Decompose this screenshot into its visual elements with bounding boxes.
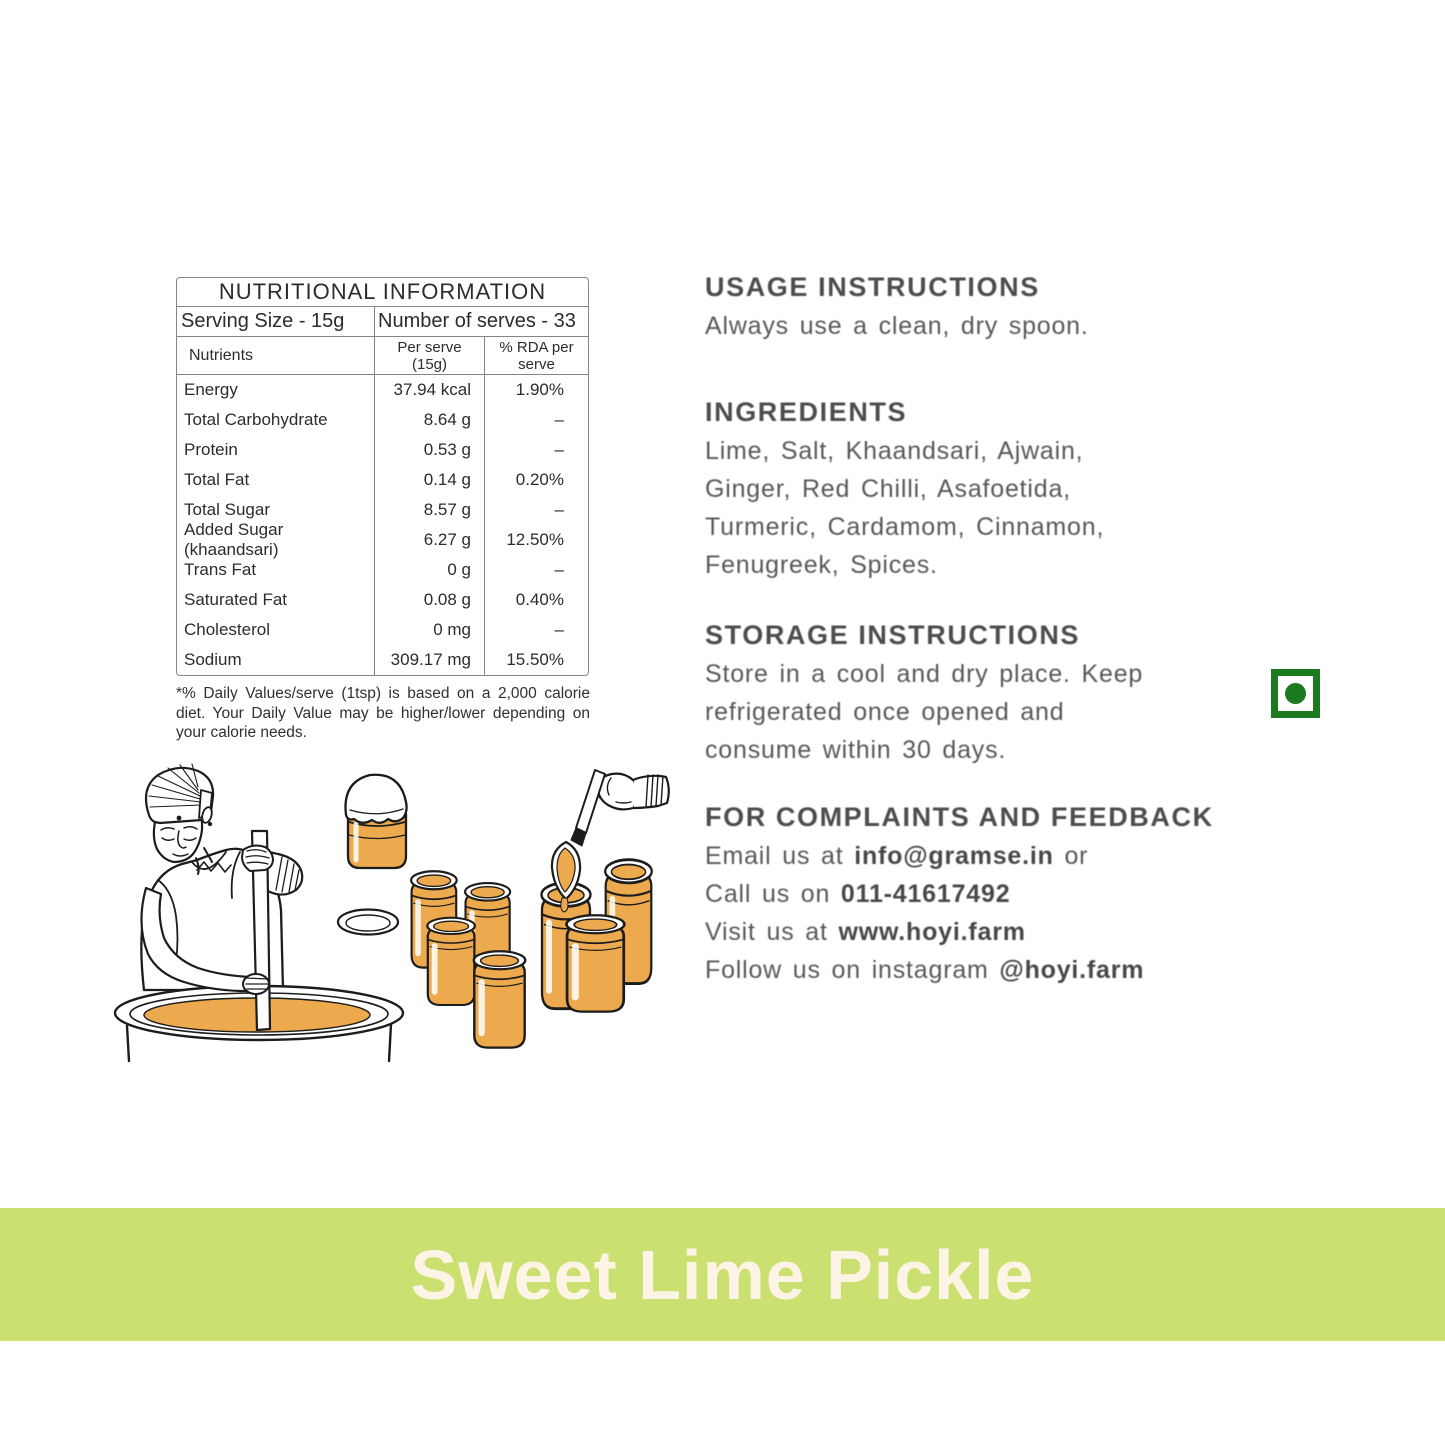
contact-phone-line: Call us on 011-41617492 — [705, 880, 1011, 908]
table-row: Total Fat 0.14 g 0.20% — [177, 465, 588, 495]
website-url: www.hoyi.farm — [838, 918, 1026, 946]
table-body — [177, 375, 588, 675]
instagram-handle: @hoyi.farm — [999, 956, 1145, 984]
table-row: Saturated Fat 0.08 g 0.40% — [177, 585, 588, 615]
storage-section — [705, 620, 1225, 769]
phone-number: 011-41617492 — [840, 880, 1011, 908]
table-header-row — [177, 337, 588, 375]
col-header-rda: % RDA per serve — [484, 337, 588, 374]
usage-section — [705, 272, 1225, 345]
info-column — [705, 272, 1225, 989]
ingredients-line: Ginger, Red Chilli, Asafoetida, — [705, 475, 1071, 503]
contact-section — [705, 802, 1225, 989]
table-row: Trans Fat 0 g – — [177, 555, 588, 585]
contact-instagram-line: Follow us on instagram @hoyi.farm — [705, 956, 1145, 984]
ingredients-section — [705, 397, 1225, 584]
table-row: Cholesterol 0 mg – — [177, 615, 588, 645]
ingredients-line: Turmeric, Cardamom, Cinnamon, — [705, 513, 1105, 541]
email-address: info@gramse.in — [854, 842, 1054, 870]
table-row: Total Carbohydrate 8.64 g – — [177, 405, 588, 435]
pickle-making-illustration — [100, 758, 680, 1090]
cloth-covered-jar — [346, 775, 407, 868]
jar-lid — [338, 910, 398, 935]
product-name: Sweet Lime Pickle — [410, 1235, 1035, 1314]
storage-heading: STORAGE INSTRUCTIONS — [705, 620, 1081, 650]
table-row: Added Sugar (khaandsari) 6.27 g 12.50% — [177, 525, 588, 555]
veg-dot — [1285, 683, 1306, 704]
vegetarian-mark-icon — [1271, 669, 1320, 718]
pickle-jars — [411, 860, 652, 1048]
product-name-banner — [0, 1208, 1445, 1341]
nutrition-table-title: NUTRITIONAL INFORMATION — [177, 278, 588, 307]
col-header-per-serve: Per serve (15g) — [374, 337, 484, 374]
daily-value-footnote: *% Daily Values/serve (1tsp) is based on a 2,000 calorie diet. Your Daily Value may be higher/lower depending on your calorie needs. — [176, 685, 590, 741]
storage-line: consume within 30 days. — [705, 736, 1007, 764]
table-row: Sodium 309.17 mg 15.50% — [177, 645, 588, 675]
storage-line: Store in a cool and dry place. Keep — [705, 660, 1144, 688]
ingredients-line: Fenugreek, Spices. — [705, 551, 938, 579]
serving-size: Serving Size - 15g — [181, 310, 345, 332]
serving-row — [177, 307, 588, 337]
nutrition-table — [176, 277, 589, 676]
storage-line: refrigerated once opened and — [705, 698, 1065, 726]
contact-website-line: Visit us at www.hoyi.farm — [705, 918, 1026, 946]
table-row: Protein 0.53 g – — [177, 435, 588, 465]
number-of-serves: Number of serves - 33 — [374, 307, 588, 336]
contact-heading: FOR COMPLAINTS AND FEEDBACK — [705, 802, 1214, 832]
contact-email-line: Email us at info@gramse.in or — [705, 842, 1089, 870]
ingredients-line: Lime, Salt, Khaandsari, Ajwain, — [705, 437, 1084, 465]
ingredients-heading: INGREDIENTS — [705, 397, 908, 427]
col-header-nutrients: Nutrients — [189, 346, 254, 364]
usage-heading: USAGE INSTRUCTIONS — [705, 272, 1040, 302]
table-row: Energy 37.94 kcal 1.90% — [177, 375, 588, 405]
table-row: Total Sugar 8.57 g – — [177, 495, 588, 525]
usage-line: Always use a clean, dry spoon. — [705, 312, 1089, 340]
